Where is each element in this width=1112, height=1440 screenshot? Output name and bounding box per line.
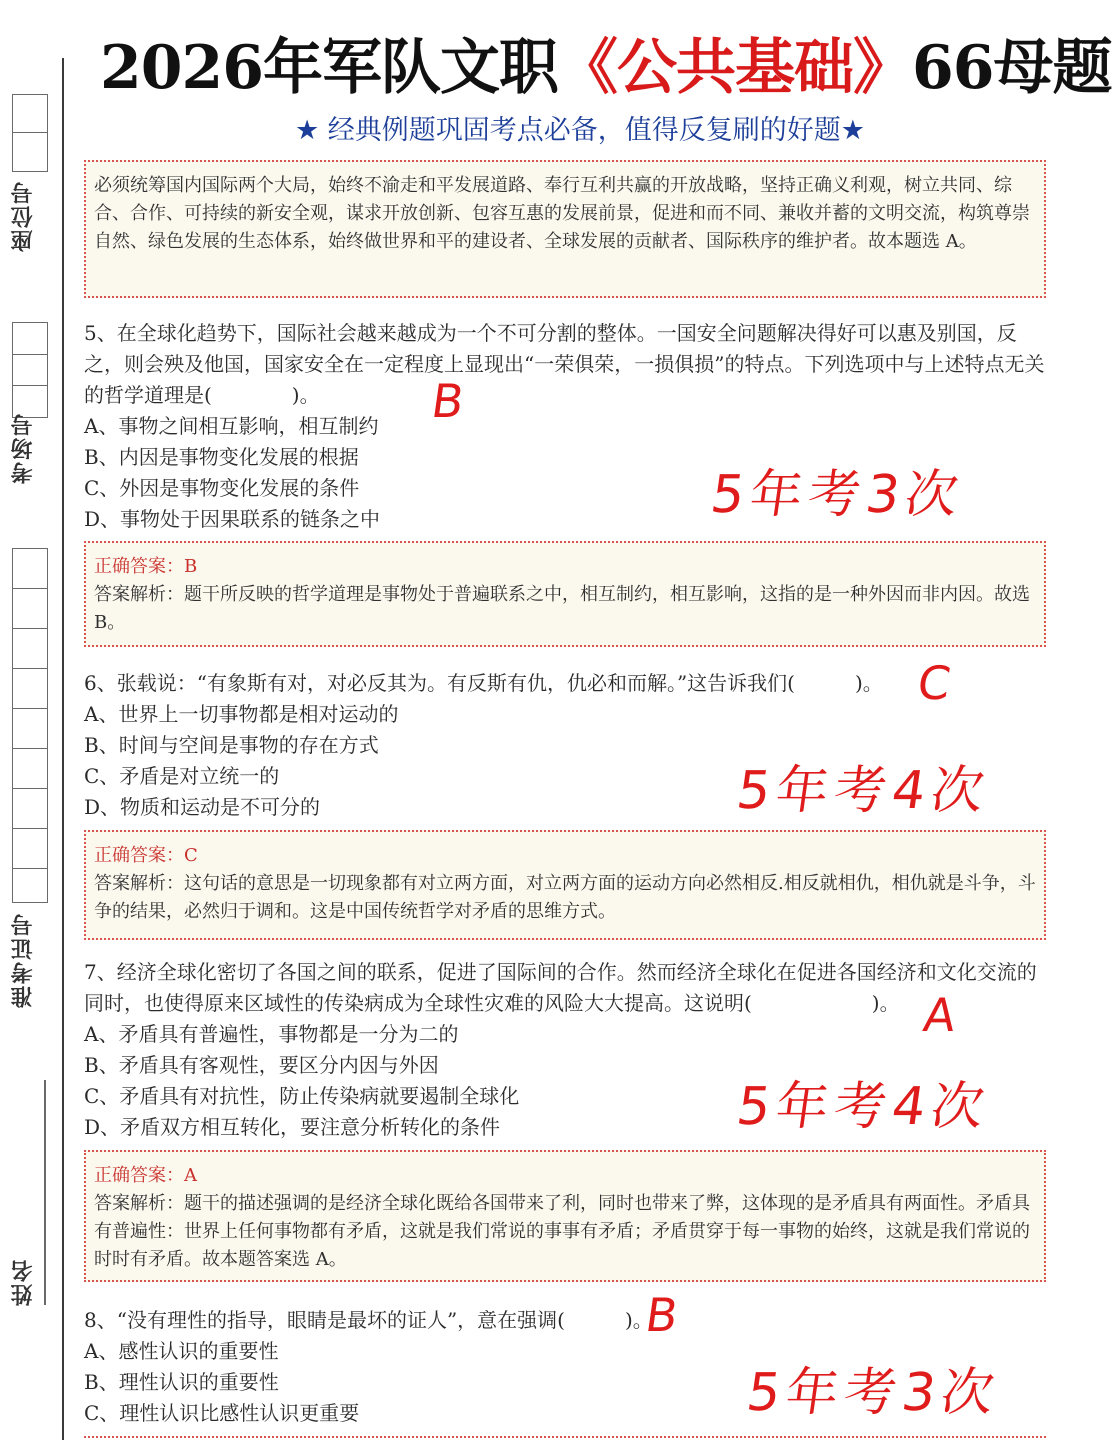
correct-answer-label: 正确答案：C (94, 845, 198, 866)
title-prefix: 2026年军队文职 (100, 33, 558, 103)
handwritten-frequency-note: 5年考3次 (707, 465, 968, 525)
prev-explanation-box (84, 160, 1046, 298)
option-a: A、矛盾具有普遍性，事物都是一分为二的 (84, 1022, 459, 1046)
option-b: B、矛盾具有客观性，要区分内因与外因 (84, 1053, 439, 1077)
seat-number-label: 座位号 (11, 180, 36, 252)
option-a: A、世界上一切事物都是相对运动的 (84, 702, 399, 726)
question-stem: 5、在全球化趋势下，国际社会越来越成为一个不可分割的整体。一国安全问题解决得好可以惠及别国，反之，则会殃及他国，国家安全在一定程度上显现出“一荣俱荣，一损俱损”的特点。下列选项中与上述特点无关的哲学道理是( )。 (84, 321, 1045, 407)
room-number-label: 考场号 (11, 412, 36, 484)
page-title (100, 20, 1112, 103)
prev-explanation-text: 必须统筹国内国际两个大局，始终不渝走和平发展道路、奉行互利共赢的开放战略，坚持正确义利观，树立共同、综合、合作、可持续的新安全观，谋求开放创新、包容互惠的发展前景，促进和而不同、兼收并蓄的文明交流，构筑尊崇自然、绿色发展的生态体系，始终做世界和平的建设者、全球发展的贡献者、国际秩序的维护者。故本题选 A。 (94, 175, 1030, 252)
option-c: C、外因是事物变化发展的条件 (84, 476, 360, 500)
answer-explanation: 答案解析：题干的描述强调的是经济全球化既给各国带来了利，同时也带来了弊，这体现的是矛盾具有两面性。矛盾具有普遍性：世界上任何事物都有矛盾，这就是我们常说的事事有矛盾；矛盾贯穿于每一事物的始终，这就是我们常说的时时有矛盾。故本题答案选 A。 (94, 1193, 1030, 1270)
question-stem: 7、经济全球化密切了各国之间的联系，促进了国际间的合作。然而经济全球化在促进各国经济和文化交流的同时，也使得原来区域性的传染病成为全球性灾难的风险大大提高。这说明( )。 (84, 960, 1037, 1015)
option-c: C、理性认识比感性认识更重要 (84, 1401, 360, 1425)
title-highlight: 《公共基础》 (558, 33, 912, 103)
option-d: D、物质和运动是不可分的 (84, 795, 321, 819)
answer-box-5 (84, 541, 1046, 647)
title-suffix: 66母题 (912, 33, 1112, 103)
correct-answer-label: 正确答案：B (94, 556, 198, 577)
answer-box-7 (84, 1150, 1046, 1282)
handwritten-frequency-note: 5年考4次 (733, 761, 994, 821)
option-b: B、内因是事物变化发展的根据 (84, 445, 359, 469)
handwritten-answer: C (914, 656, 954, 710)
seat-number-boxes (12, 94, 48, 172)
next-box-border (84, 1436, 1046, 1438)
handwritten-frequency-note: 5年考3次 (743, 1363, 1004, 1423)
ticket-number-boxes (12, 548, 48, 903)
handwritten-answer: B (642, 1288, 682, 1342)
page-subtitle: ★ 经典例题巩固考点必备，值得反复刷的好题★ (295, 115, 865, 146)
handwritten-answer: B (428, 374, 468, 428)
ticket-number-label: 准考证号 (11, 912, 36, 1008)
handwritten-answer: A (920, 988, 960, 1042)
option-d: D、事物处于因果联系的链条之中 (84, 507, 381, 531)
question-stem: 6、张载说：“有象斯有对，对必反其为。有反斯有仇，仇必和而解。”这告诉我们( )。 (84, 671, 883, 695)
option-c: C、矛盾是对立统一的 (84, 764, 280, 788)
name-label: 姓名 (11, 1258, 36, 1306)
binding-strip (0, 0, 70, 1440)
correct-answer-label: 正确答案：A (94, 1165, 197, 1186)
answer-explanation: 答案解析：题干所反映的哲学道理是事物处于普遍联系之中，相互制约，相互影响，这指的是一种外因而非内因。故选 B。 (94, 584, 1030, 633)
question-stem: 8、“没有理性的指导，眼睛是最坏的证人”，意在强调( )。 (84, 1308, 653, 1332)
handwritten-frequency-note: 5年考4次 (733, 1077, 994, 1137)
option-a: A、感性认识的重要性 (84, 1339, 279, 1363)
option-b: B、理性认识的重要性 (84, 1370, 279, 1394)
option-d: D、矛盾双方相互转化，要注意分析转化的条件 (84, 1115, 501, 1139)
answer-box-6 (84, 830, 1046, 940)
option-b: B、时间与空间是事物的存在方式 (84, 733, 379, 757)
binding-line (62, 58, 64, 1440)
answer-explanation: 答案解析：这句话的意思是一切现象都有对立两方面，对立两方面的运动方向必然相反.相反就相仇，相仇就是斗争，斗争的结果，必然归于调和。这是中国传统哲学对矛盾的思维方式。 (94, 873, 1036, 922)
room-number-boxes (12, 322, 48, 418)
option-c: C、矛盾具有对抗性，防止传染病就要遏制全球化 (84, 1084, 520, 1108)
option-a: A、事物之间相互影响，相互制约 (84, 414, 379, 438)
